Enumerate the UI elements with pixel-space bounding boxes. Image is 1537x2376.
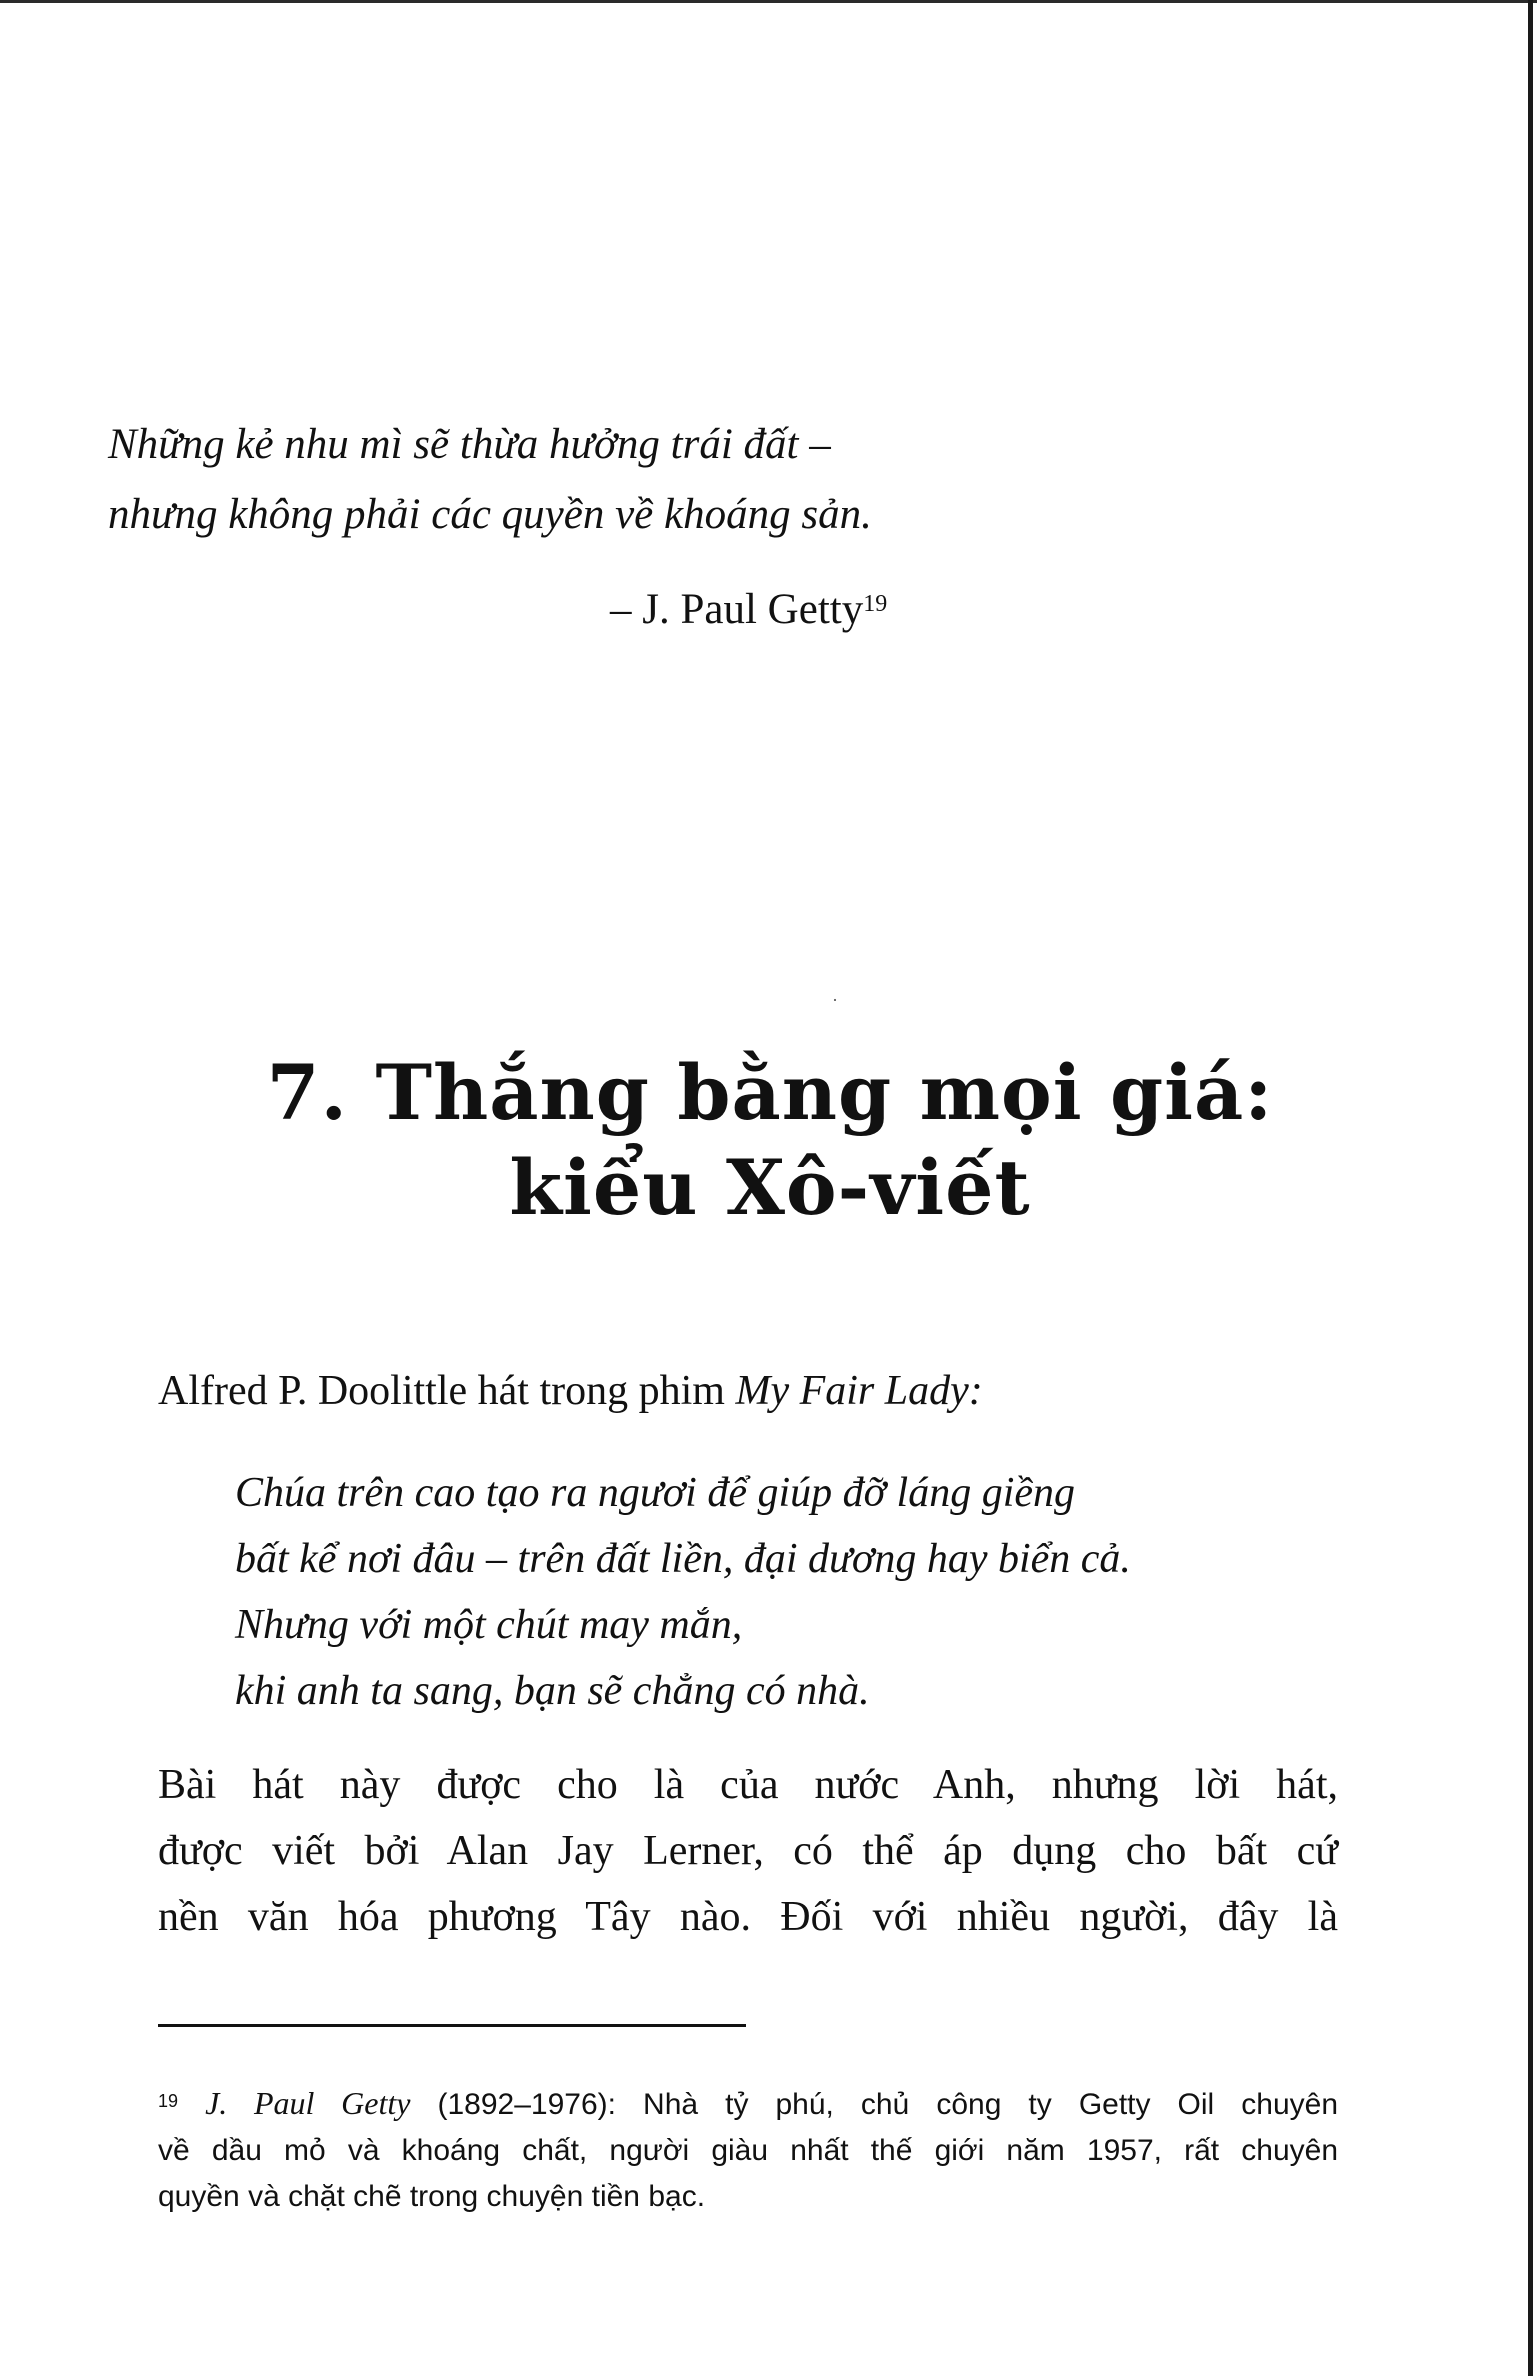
attribution-text: – J. Paul Getty [610, 586, 864, 633]
paragraph-line: Bài hát này được cho là của nước Anh, nhưng lời hát, [158, 1762, 1338, 1808]
chapter-title-line: 7. Thắng bằng mọi giá: [266, 1048, 1274, 1137]
verse-line: Nhưng với một chút may mắn, [235, 1602, 743, 1648]
body-paragraph [158, 1752, 1338, 1950]
epigraph [108, 410, 872, 550]
verse-line: bất kể nơi đâu – trên đất liền, đại dương hay biển cả. [235, 1536, 1131, 1582]
intro-text: Alfred P. Doolittle hát trong phim [158, 1368, 736, 1414]
footnote-line: quyền và chặt chẽ trong chuyện tiền bạc. [158, 2180, 706, 2213]
footnote-number: 19 [158, 2091, 179, 2111]
paragraph-line: nền văn hóa phương Tây nào. Đối với nhiều người, đây là [158, 1894, 1338, 1940]
footnote-divider [158, 2024, 746, 2027]
film-title: My Fair Lady [735, 1368, 969, 1414]
scan-speck: · [832, 990, 838, 1010]
scan-top-edge [0, 0, 1537, 3]
scan-right-edge [1528, 0, 1533, 2376]
footnote-text: (1892–1976): Nhà tỷ phú, chủ công ty Getty Oil chuyên [410, 2088, 1339, 2121]
footnote-line [158, 2080, 1338, 2128]
epigraph-attribution [610, 575, 887, 645]
footnote [158, 2080, 1338, 2220]
intro-line [158, 1360, 983, 1422]
footnote-reference: 19 [863, 591, 888, 617]
verse-line: khi anh ta sang, bạn sẽ chẳng có nhà. [235, 1668, 870, 1714]
intro-colon: : [968, 1368, 983, 1414]
epigraph-line: Những kẻ nhu mì sẽ thừa hưởng trái đất – [108, 421, 831, 468]
footnote-line: về dầu mỏ và khoáng chất, người giàu nhất thế giới năm 1957, rất chuyên [158, 2134, 1338, 2167]
chapter-title [230, 1045, 1310, 1235]
song-verse [235, 1460, 1131, 1724]
footnote-name: J. Paul Getty [205, 2085, 411, 2121]
paragraph-line: được viết bởi Alan Jay Lerner, có thể áp dụng cho bất cứ [158, 1828, 1338, 1874]
epigraph-line: nhưng không phải các quyền về khoáng sản. [108, 491, 872, 538]
verse-line: Chúa trên cao tạo ra ngươi để giúp đỡ láng giềng [235, 1470, 1076, 1516]
chapter-title-line: kiểu Xô-viết [509, 1143, 1031, 1232]
